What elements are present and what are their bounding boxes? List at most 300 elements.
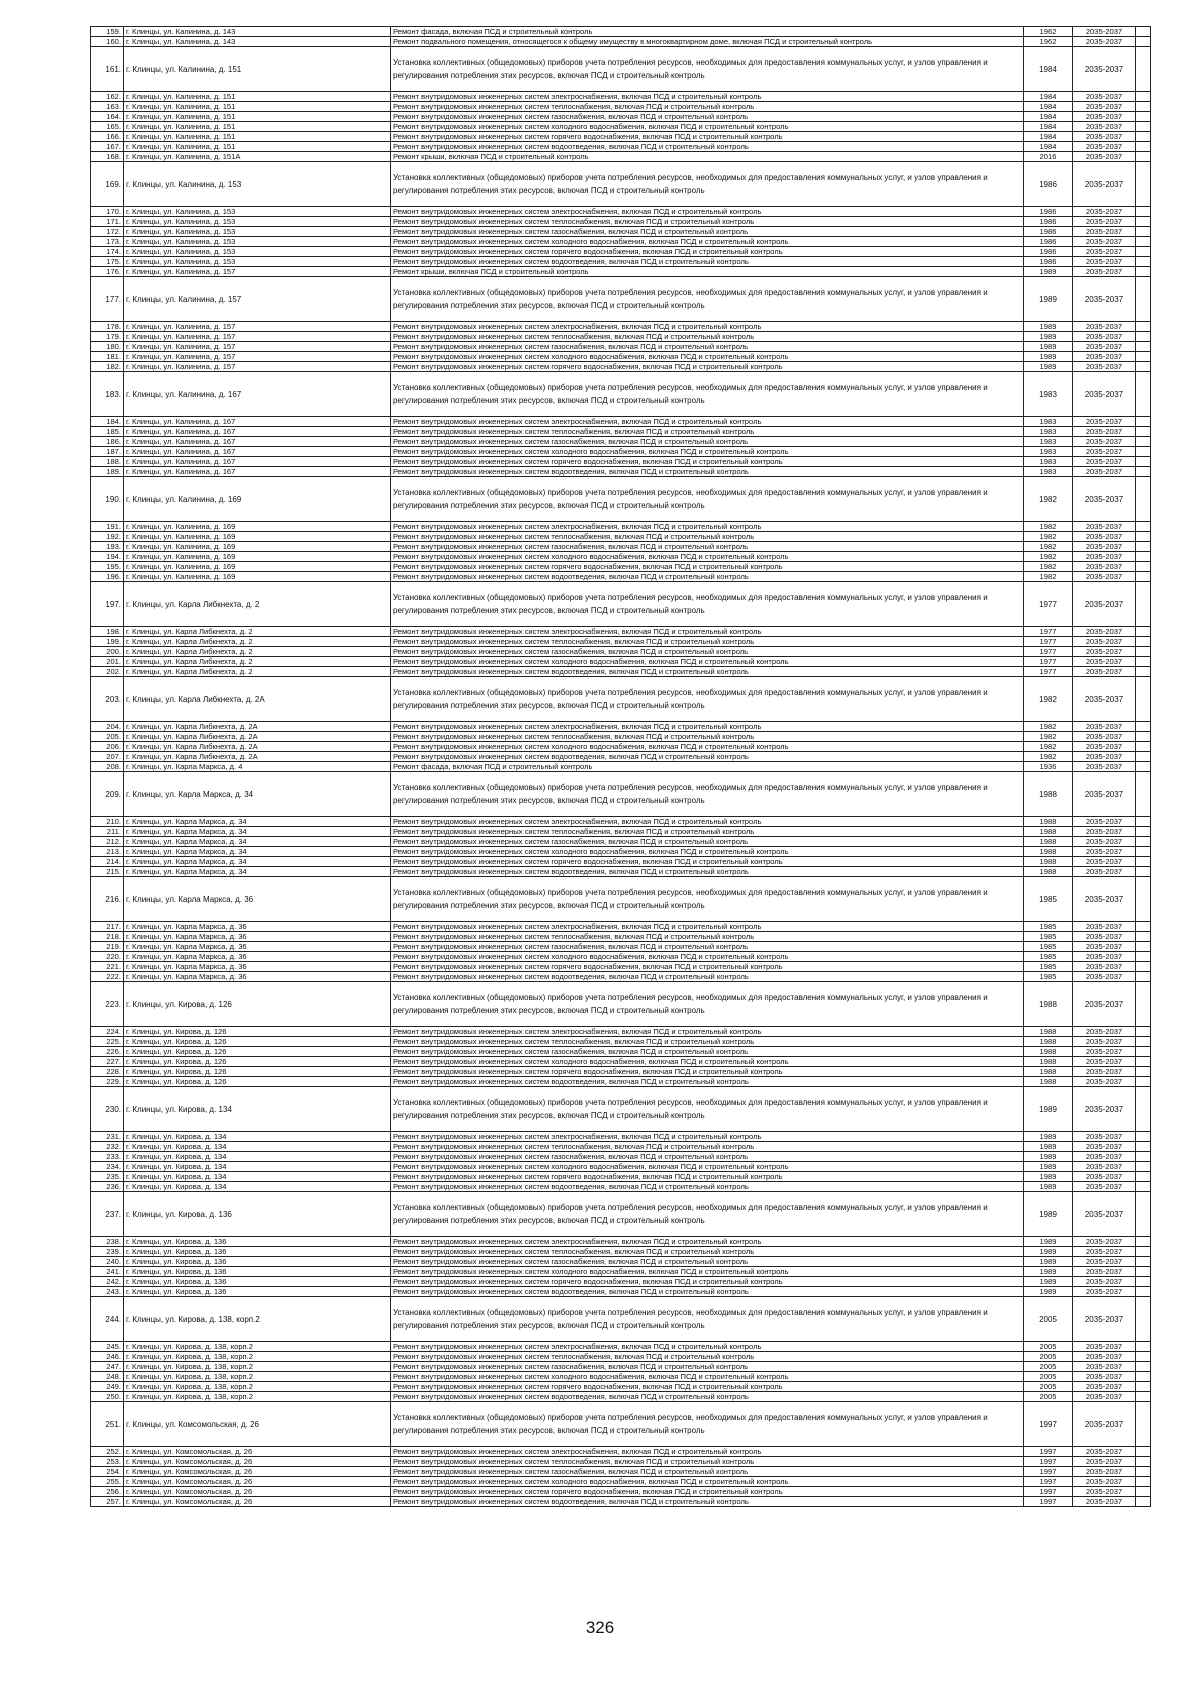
period-cell: 2035-2037 [1073,477,1136,522]
table-row [91,1152,1151,1162]
build-year-cell: 1988 [1024,827,1073,837]
table-row [91,1047,1151,1057]
address-cell: г. Клинцы, ул. Калинина, д. 167 [124,417,391,427]
table-row [91,47,1151,92]
period-cell: 2035-2037 [1073,1037,1136,1047]
build-year-cell: 1985 [1024,972,1073,982]
period-cell: 2035-2037 [1073,752,1136,762]
address-cell: г. Клинцы, ул. Карла Маркса, д. 36 [124,922,391,932]
row-number-cell: 173. [91,237,124,247]
build-year-cell: 1988 [1024,1037,1073,1047]
build-year-cell: 1989 [1024,1152,1073,1162]
row-number-cell: 231. [91,1132,124,1142]
period-cell: 2035-2037 [1073,467,1136,477]
empty-cell [1136,962,1151,972]
empty-cell [1136,762,1151,772]
table-row [91,582,1151,627]
table-row [91,247,1151,257]
table-row [91,1392,1151,1402]
row-number-cell: 239. [91,1247,124,1257]
empty-cell [1136,1477,1151,1487]
table-row [91,867,1151,877]
period-cell: 2035-2037 [1073,1297,1136,1342]
address-cell: г. Клинцы, ул. Комсомольская, д. 26 [124,1467,391,1477]
row-number-cell: 191. [91,522,124,532]
build-year-cell: 1989 [1024,1287,1073,1297]
row-number-cell: 192. [91,532,124,542]
row-number-cell: 235. [91,1172,124,1182]
work-type-cell: Ремонт внутридомовых инженерных систем водоотведения, включая ПСД и строительный контроль [391,257,1024,267]
address-cell: г. Клинцы, ул. Калинина, д. 153 [124,162,391,207]
work-type-cell: Ремонт внутридомовых инженерных систем теплоснабжения, включая ПСД и строительный контроль [391,932,1024,942]
address-cell: г. Клинцы, ул. Кирова, д. 138, корп.2 [124,1382,391,1392]
period-cell: 2035-2037 [1073,92,1136,102]
work-type-cell: Ремонт внутридомовых инженерных систем горячего водоснабжения, включая ПСД и строительный контроль [391,857,1024,867]
table-row [91,1087,1151,1132]
address-cell: г. Клинцы, ул. Кирова, д. 136 [124,1287,391,1297]
address-cell: г. Клинцы, ул. Комсомольская, д. 26 [124,1477,391,1487]
work-type-cell: Ремонт крыши, включая ПСД и строительный контроль [391,267,1024,277]
row-number-cell: 254. [91,1467,124,1477]
table-row [91,657,1151,667]
table-row [91,277,1151,322]
period-cell: 2035-2037 [1073,257,1136,267]
build-year-cell: 1989 [1024,267,1073,277]
table-row [91,542,1151,552]
row-number-cell: 203. [91,677,124,722]
address-cell: г. Клинцы, ул. Кирова, д. 138, корп.2 [124,1352,391,1362]
address-cell: г. Клинцы, ул. Кирова, д. 134 [124,1172,391,1182]
period-cell: 2035-2037 [1073,847,1136,857]
address-cell: г. Клинцы, ул. Калинина, д. 153 [124,217,391,227]
table-row [91,1077,1151,1087]
build-year-cell: 1985 [1024,932,1073,942]
address-cell: г. Клинцы, ул. Калинина, д. 151 [124,112,391,122]
row-number-cell: 248. [91,1372,124,1382]
build-year-cell: 1986 [1024,162,1073,207]
address-cell: г. Клинцы, ул. Карла Маркса, д. 36 [124,952,391,962]
address-cell: г. Клинцы, ул. Карла Либкнехта, д. 2А [124,677,391,722]
address-cell: г. Клинцы, ул. Калинина, д. 167 [124,467,391,477]
build-year-cell: 1988 [1024,1077,1073,1087]
address-cell: г. Клинцы, ул. Кирова, д. 138, корп.2 [124,1392,391,1402]
address-cell: г. Клинцы, ул. Карла Маркса, д. 34 [124,837,391,847]
work-type-cell: Ремонт внутридомовых инженерных систем теплоснабжения, включая ПСД и строительный контроль [391,217,1024,227]
period-cell: 2035-2037 [1073,332,1136,342]
build-year-cell: 1997 [1024,1487,1073,1497]
address-cell: г. Клинцы, ул. Калинина, д. 143 [124,37,391,47]
work-type-cell: Ремонт внутридомовых инженерных систем холодного водоснабжения, включая ПСД и строительный контроль [391,352,1024,362]
empty-cell [1136,1372,1151,1382]
table-row [91,447,1151,457]
period-cell: 2035-2037 [1073,742,1136,752]
empty-cell [1136,827,1151,837]
build-year-cell: 1985 [1024,952,1073,962]
empty-cell [1136,247,1151,257]
build-year-cell: 1984 [1024,47,1073,92]
period-cell: 2035-2037 [1073,1162,1136,1172]
empty-cell [1136,447,1151,457]
table-row [91,322,1151,332]
row-number-cell: 215. [91,867,124,877]
work-type-cell: Ремонт внутридомовых инженерных систем водоотведения, включая ПСД и строительный контроль [391,1287,1024,1297]
period-cell: 2035-2037 [1073,372,1136,417]
period-cell: 2035-2037 [1073,1277,1136,1287]
row-number-cell: 229. [91,1077,124,1087]
address-cell: г. Клинцы, ул. Калинина, д. 169 [124,552,391,562]
address-cell: г. Клинцы, ул. Карла Маркса, д. 36 [124,942,391,952]
build-year-cell: 1983 [1024,372,1073,417]
period-cell: 2035-2037 [1073,1087,1136,1132]
work-type-cell: Ремонт внутридомовых инженерных систем теплоснабжения, включая ПСД и строительный контроль [391,1457,1024,1467]
empty-cell [1136,102,1151,112]
table-row [91,1027,1151,1037]
work-type-cell: Установка коллективных (общедомовых) приборов учета потребления ресурсов, необходимых для предоставления коммунальных услуг, и узлов управления и регулирования потребления этих ресурсов, включая ПСД и строительный контроль [391,982,1024,1027]
period-cell: 2035-2037 [1073,217,1136,227]
build-year-cell: 1962 [1024,37,1073,47]
address-cell: г. Клинцы, ул. Кирова, д. 134 [124,1182,391,1192]
period-cell: 2035-2037 [1073,1067,1136,1077]
row-number-cell: 200. [91,647,124,657]
build-year-cell: 1997 [1024,1477,1073,1487]
build-year-cell: 1983 [1024,447,1073,457]
table-row [91,437,1151,447]
empty-cell [1136,1447,1151,1457]
build-year-cell: 1983 [1024,437,1073,447]
table-row [91,362,1151,372]
table-body [91,27,1151,1507]
work-type-cell: Ремонт внутридомовых инженерных систем теплоснабжения, включая ПСД и строительный контроль [391,102,1024,112]
period-cell: 2035-2037 [1073,1077,1136,1087]
row-number-cell: 227. [91,1057,124,1067]
work-type-cell: Установка коллективных (общедомовых) приборов учета потребления ресурсов, необходимых для предоставления коммунальных услуг, и узлов управления и регулирования потребления этих ресурсов, включая ПСД и строительный контроль [391,372,1024,417]
empty-cell [1136,1277,1151,1287]
address-cell: г. Клинцы, ул. Карла Либкнехта, д. 2А [124,722,391,732]
work-type-cell: Ремонт внутридомовых инженерных систем водоотведения, включая ПСД и строительный контроль [391,667,1024,677]
address-cell: г. Клинцы, ул. Кирова, д. 134 [124,1152,391,1162]
period-cell: 2035-2037 [1073,972,1136,982]
period-cell: 2035-2037 [1073,1352,1136,1362]
build-year-cell: 1985 [1024,962,1073,972]
table-row [91,1477,1151,1487]
empty-cell [1136,417,1151,427]
table-row [91,827,1151,837]
row-number-cell: 251. [91,1402,124,1447]
row-number-cell: 255. [91,1477,124,1487]
empty-cell [1136,362,1151,372]
period-cell: 2035-2037 [1073,637,1136,647]
table-row [91,1037,1151,1047]
work-type-cell: Ремонт внутридомовых инженерных систем газоснабжения, включая ПСД и строительный контроль [391,837,1024,847]
empty-cell [1136,942,1151,952]
period-cell: 2035-2037 [1073,522,1136,532]
work-type-cell: Ремонт внутридомовых инженерных систем электроснабжения, включая ПСД и строительный контроль [391,522,1024,532]
build-year-cell: 1984 [1024,92,1073,102]
build-year-cell: 1983 [1024,457,1073,467]
table-row [91,1457,1151,1467]
table-row [91,1447,1151,1457]
address-cell: г. Клинцы, ул. Калинина, д. 153 [124,207,391,217]
empty-cell [1136,1142,1151,1152]
address-cell: г. Клинцы, ул. Калинина, д. 151 [124,47,391,92]
table-row [91,1277,1151,1287]
build-year-cell: 1989 [1024,1257,1073,1267]
empty-cell [1136,427,1151,437]
row-number-cell: 171. [91,217,124,227]
address-cell: г. Клинцы, ул. Комсомольская, д. 26 [124,1497,391,1507]
table-row [91,962,1151,972]
address-cell: г. Клинцы, ул. Калинина, д. 143 [124,27,391,37]
address-cell: г. Клинцы, ул. Кирова, д. 126 [124,1047,391,1057]
empty-cell [1136,1077,1151,1087]
row-number-cell: 195. [91,562,124,572]
address-cell: г. Клинцы, ул. Калинина, д. 153 [124,257,391,267]
row-number-cell: 252. [91,1447,124,1457]
period-cell: 2035-2037 [1073,227,1136,237]
work-type-cell: Ремонт внутридомовых инженерных систем газоснабжения, включая ПСД и строительный контроль [391,647,1024,657]
build-year-cell: 1997 [1024,1447,1073,1457]
period-cell: 2035-2037 [1073,247,1136,257]
empty-cell [1136,1152,1151,1162]
empty-cell [1136,1257,1151,1267]
period-cell: 2035-2037 [1073,857,1136,867]
empty-cell [1136,1237,1151,1247]
period-cell: 2035-2037 [1073,677,1136,722]
table-row [91,142,1151,152]
empty-cell [1136,142,1151,152]
row-number-cell: 160. [91,37,124,47]
period-cell: 2035-2037 [1073,152,1136,162]
row-number-cell: 232. [91,1142,124,1152]
period-cell: 2035-2037 [1073,1257,1136,1267]
table-row [91,522,1151,532]
table-row [91,667,1151,677]
row-number-cell: 209. [91,772,124,817]
build-year-cell: 1982 [1024,477,1073,522]
row-number-cell: 175. [91,257,124,267]
empty-cell [1136,857,1151,867]
row-number-cell: 188. [91,457,124,467]
row-number-cell: 214. [91,857,124,867]
table-row [91,467,1151,477]
build-year-cell: 1977 [1024,667,1073,677]
work-type-cell: Ремонт внутридомовых инженерных систем холодного водоснабжения, включая ПСД и строительный контроль [391,1162,1024,1172]
period-cell: 2035-2037 [1073,542,1136,552]
work-type-cell: Ремонт внутридомовых инженерных систем холодного водоснабжения, включая ПСД и строительный контроль [391,1057,1024,1067]
work-type-cell: Ремонт внутридомовых инженерных систем электроснабжения, включая ПСД и строительный контроль [391,207,1024,217]
empty-cell [1136,732,1151,742]
row-number-cell: 205. [91,732,124,742]
address-cell: г. Клинцы, ул. Калинина, д. 153 [124,237,391,247]
row-number-cell: 174. [91,247,124,257]
empty-cell [1136,922,1151,932]
empty-cell [1136,457,1151,467]
period-cell: 2035-2037 [1073,417,1136,427]
period-cell: 2035-2037 [1073,1287,1136,1297]
work-type-cell: Ремонт внутридомовых инженерных систем электроснабжения, включая ПСД и строительный контроль [391,1132,1024,1142]
empty-cell [1136,152,1151,162]
period-cell: 2035-2037 [1073,122,1136,132]
period-cell: 2035-2037 [1073,762,1136,772]
work-type-cell: Ремонт внутридомовых инженерных систем холодного водоснабжения, включая ПСД и строительный контроль [391,657,1024,667]
period-cell: 2035-2037 [1073,47,1136,92]
address-cell: г. Клинцы, ул. Кирова, д. 136 [124,1237,391,1247]
build-year-cell: 1983 [1024,417,1073,427]
build-year-cell: 1982 [1024,522,1073,532]
table-row [91,637,1151,647]
table-row [91,877,1151,922]
table-row [91,477,1151,522]
period-cell: 2035-2037 [1073,112,1136,122]
empty-cell [1136,932,1151,942]
row-number-cell: 226. [91,1047,124,1057]
table-row [91,227,1151,237]
period-cell: 2035-2037 [1073,427,1136,437]
empty-cell [1136,237,1151,247]
build-year-cell: 1997 [1024,1497,1073,1507]
work-type-cell: Ремонт внутридомовых инженерных систем газоснабжения, включая ПСД и строительный контроль [391,542,1024,552]
address-cell: г. Клинцы, ул. Калинина, д. 169 [124,542,391,552]
work-type-cell: Ремонт внутридомовых инженерных систем газоснабжения, включая ПСД и строительный контроль [391,437,1024,447]
table-row [91,722,1151,732]
work-type-cell: Ремонт внутридомовых инженерных систем горячего водоснабжения, включая ПСД и строительный контроль [391,1067,1024,1077]
address-cell: г. Клинцы, ул. Кирова, д. 134 [124,1087,391,1132]
row-number-cell: 237. [91,1192,124,1237]
row-number-cell: 184. [91,417,124,427]
table-row [91,1372,1151,1382]
row-number-cell: 250. [91,1392,124,1402]
work-type-cell: Ремонт внутридомовых инженерных систем горячего водоснабжения, включая ПСД и строительный контроль [391,962,1024,972]
work-type-cell: Ремонт внутридомовых инженерных систем водоотведения, включая ПСД и строительный контроль [391,467,1024,477]
table-row [91,817,1151,827]
empty-cell [1136,1132,1151,1142]
table-row [91,132,1151,142]
row-number-cell: 161. [91,47,124,92]
row-number-cell: 176. [91,267,124,277]
empty-cell [1136,47,1151,92]
build-year-cell: 1989 [1024,332,1073,342]
build-year-cell: 2005 [1024,1372,1073,1382]
empty-cell [1136,332,1151,342]
row-number-cell: 242. [91,1277,124,1287]
empty-cell [1136,1267,1151,1277]
build-year-cell: 1989 [1024,1087,1073,1132]
address-cell: г. Клинцы, ул. Кирова, д. 126 [124,1067,391,1077]
period-cell: 2035-2037 [1073,237,1136,247]
work-type-cell: Ремонт внутридомовых инженерных систем холодного водоснабжения, включая ПСД и строительный контроль [391,122,1024,132]
build-year-cell: 1989 [1024,1247,1073,1257]
address-cell: г. Клинцы, ул. Кирова, д. 126 [124,1057,391,1067]
work-type-cell: Ремонт внутридомовых инженерных систем водоотведения, включая ПСД и строительный контроль [391,1392,1024,1402]
empty-cell [1136,742,1151,752]
period-cell: 2035-2037 [1073,1192,1136,1237]
row-number-cell: 216. [91,877,124,922]
build-year-cell: 1982 [1024,552,1073,562]
empty-cell [1136,1392,1151,1402]
work-type-cell: Установка коллективных (общедомовых) приборов учета потребления ресурсов, необходимых для предоставления коммунальных услуг, и узлов управления и регулирования потребления этих ресурсов, включая ПСД и строительный контроль [391,1087,1024,1132]
row-number-cell: 180. [91,342,124,352]
address-cell: г. Клинцы, ул. Калинина, д. 151 [124,92,391,102]
period-cell: 2035-2037 [1073,1467,1136,1477]
row-number-cell: 196. [91,572,124,582]
period-cell: 2035-2037 [1073,1142,1136,1152]
work-type-cell: Ремонт внутридомовых инженерных систем теплоснабжения, включая ПСД и строительный контроль [391,732,1024,742]
address-cell: г. Клинцы, ул. Калинина, д. 151 [124,122,391,132]
work-type-cell: Установка коллективных (общедомовых) приборов учета потребления ресурсов, необходимых для предоставления коммунальных услуг, и узлов управления и регулирования потребления этих ресурсов, включая ПСД и строительный контроль [391,162,1024,207]
period-cell: 2035-2037 [1073,962,1136,972]
work-type-cell: Ремонт внутридомовых инженерных систем газоснабжения, включая ПСД и строительный контроль [391,1152,1024,1162]
work-type-cell: Ремонт внутридомовых инженерных систем холодного водоснабжения, включая ПСД и строительный контроль [391,742,1024,752]
row-number-cell: 190. [91,477,124,522]
table-row [91,857,1151,867]
row-number-cell: 245. [91,1342,124,1352]
address-cell: г. Клинцы, ул. Калинина, д. 169 [124,522,391,532]
address-cell: г. Клинцы, ул. Комсомольская, д. 26 [124,1447,391,1457]
row-number-cell: 167. [91,142,124,152]
address-cell: г. Клинцы, ул. Калинина, д. 167 [124,437,391,447]
empty-cell [1136,217,1151,227]
table-row [91,1132,1151,1142]
build-year-cell: 1988 [1024,772,1073,817]
period-cell: 2035-2037 [1073,982,1136,1027]
period-cell: 2035-2037 [1073,932,1136,942]
empty-cell [1136,677,1151,722]
empty-cell [1136,477,1151,522]
row-number-cell: 224. [91,1027,124,1037]
period-cell: 2035-2037 [1073,1057,1136,1067]
work-type-cell: Установка коллективных (общедомовых) приборов учета потребления ресурсов, необходимых для предоставления коммунальных услуг, и узлов управления и регулирования потребления этих ресурсов, включая ПСД и строительный контроль [391,772,1024,817]
row-number-cell: 236. [91,1182,124,1192]
build-year-cell: 1989 [1024,1277,1073,1287]
empty-cell [1136,352,1151,362]
period-cell: 2035-2037 [1073,1027,1136,1037]
period-cell: 2035-2037 [1073,1372,1136,1382]
work-type-cell: Ремонт внутридомовых инженерных систем электроснабжения, включая ПСД и строительный контроль [391,817,1024,827]
build-year-cell: 1988 [1024,1057,1073,1067]
row-number-cell: 225. [91,1037,124,1047]
address-cell: г. Клинцы, ул. Кирова, д. 136 [124,1267,391,1277]
table-row [91,572,1151,582]
empty-cell [1136,1497,1151,1507]
build-year-cell: 1989 [1024,1192,1073,1237]
address-cell: г. Клинцы, ул. Калинина, д. 167 [124,372,391,417]
period-cell: 2035-2037 [1073,647,1136,657]
empty-cell [1136,1047,1151,1057]
build-year-cell: 1982 [1024,752,1073,762]
row-number-cell: 221. [91,962,124,972]
work-type-cell: Ремонт крыши, включая ПСД и строительный контроль [391,152,1024,162]
work-type-cell: Ремонт внутридомовых инженерных систем теплоснабжения, включая ПСД и строительный контроль [391,1142,1024,1152]
table-row [91,1497,1151,1507]
work-type-cell: Ремонт внутридомовых инженерных систем водоотведения, включая ПСД и строительный контроль [391,867,1024,877]
row-number-cell: 198. [91,627,124,637]
period-cell: 2035-2037 [1073,1047,1136,1057]
build-year-cell: 1989 [1024,352,1073,362]
empty-cell [1136,112,1151,122]
address-cell: г. Клинцы, ул. Калинина, д. 157 [124,277,391,322]
empty-cell [1136,1487,1151,1497]
table-row [91,552,1151,562]
work-type-cell: Ремонт внутридомовых инженерных систем горячего водоснабжения, включая ПСД и строительный контроль [391,132,1024,142]
build-year-cell: 1962 [1024,27,1073,37]
address-cell: г. Клинцы, ул. Калинина, д. 169 [124,562,391,572]
work-type-cell: Ремонт внутридомовых инженерных систем холодного водоснабжения, включая ПСД и строительный контроль [391,237,1024,247]
empty-cell [1136,372,1151,417]
build-year-cell: 1983 [1024,467,1073,477]
period-cell: 2035-2037 [1073,1362,1136,1372]
build-year-cell: 1988 [1024,1027,1073,1037]
table-row [91,27,1151,37]
